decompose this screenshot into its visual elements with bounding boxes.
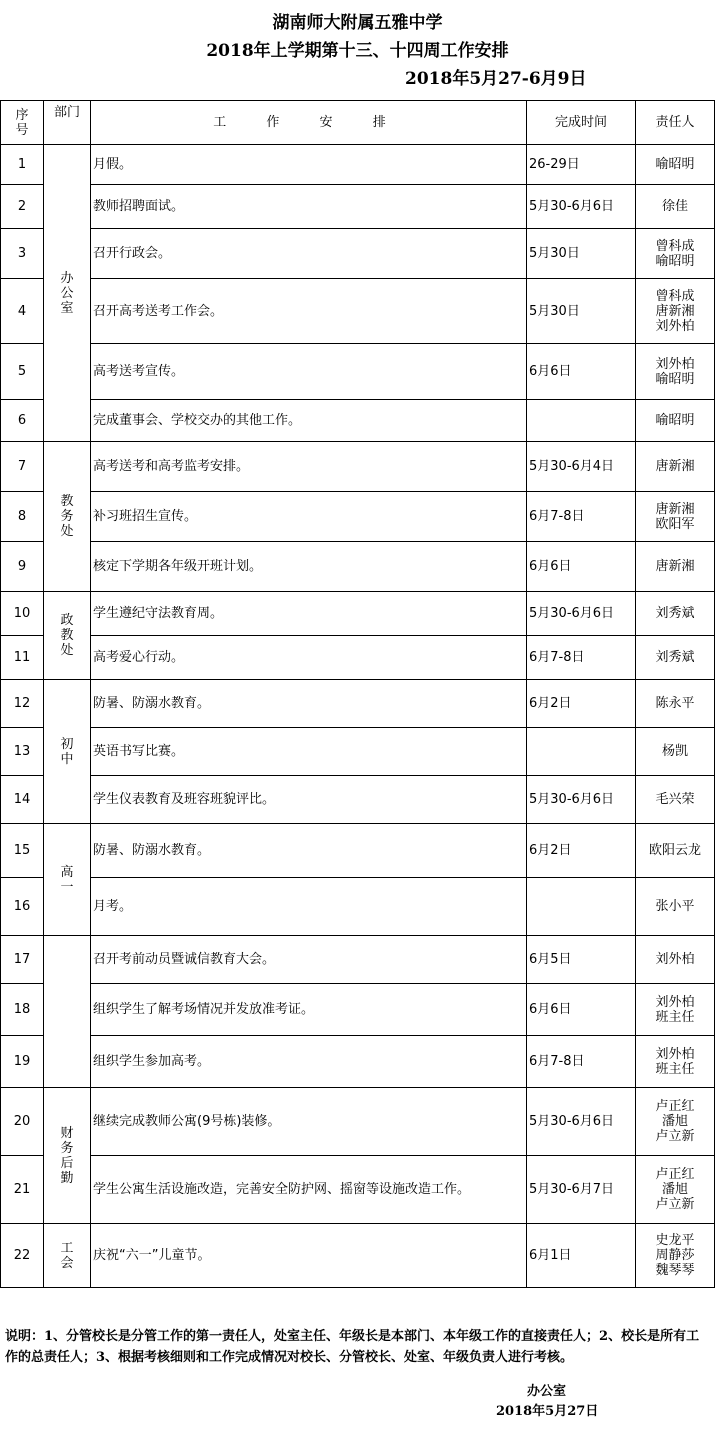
person-cell: 刘外柏 [636, 936, 715, 984]
time-cell: 6月7-8日 [527, 1036, 636, 1088]
department-cell [44, 1224, 91, 1288]
time-cell: 5月30-6月6日 [527, 592, 636, 636]
table-row [1, 776, 715, 824]
department-cell [44, 592, 91, 680]
row-number: 17 [1, 936, 44, 984]
task-cell: 核定下学期各年级开班计划。 [91, 542, 527, 592]
person-cell: 唐新湘 欧阳军 [636, 492, 715, 542]
task-cell: 月假。 [91, 145, 527, 185]
table-row [1, 279, 715, 344]
department-label: 教务处 [60, 494, 74, 539]
department-label: 财务后勤 [60, 1125, 74, 1186]
signature-date: 2018年5月27日 [496, 1404, 599, 1419]
time-cell: 5月30-6月7日 [527, 1156, 636, 1224]
table-row [1, 936, 715, 984]
time-cell: 6月7-8日 [527, 636, 636, 680]
row-number: 21 [1, 1156, 44, 1224]
person-cell: 卢正红 潘旭 卢立新 [636, 1088, 715, 1156]
table-row [1, 344, 715, 400]
row-number: 16 [1, 878, 44, 936]
person-cell: 徐佳 [636, 185, 715, 229]
time-cell [527, 878, 636, 936]
task-cell: 英语书写比赛。 [91, 728, 527, 776]
task-cell: 教师招聘面试。 [91, 185, 527, 229]
table-row [1, 1224, 715, 1288]
task-cell: 高考送考和高考监考安排。 [91, 442, 527, 492]
table-row [1, 185, 715, 229]
person-cell: 欧阳云龙 [636, 824, 715, 878]
header-no: 序号 [1, 101, 44, 145]
table-row [1, 542, 715, 592]
person-cell: 卢正红 潘旭 卢立新 [636, 1156, 715, 1224]
header-row [1, 101, 715, 145]
note-text: 说明：1、分管校长是分管工作的第一责任人，处室主任、年级长是本部门、本年级工作的直接责任人；2、校长是所有工作的总责任人；3、根据考核细则和工作完成情况对校长、分管校长、处室、年级负责人进行考核。 [5, 1329, 700, 1365]
row-number: 14 [1, 776, 44, 824]
row-number: 6 [1, 400, 44, 442]
time-cell: 6月1日 [527, 1224, 636, 1288]
person-cell: 唐新湘 [636, 442, 715, 492]
task-cell: 完成董事会、学校交办的其他工作。 [91, 400, 527, 442]
table-row [1, 1156, 715, 1224]
person-cell: 刘秀斌 [636, 592, 715, 636]
table-row [1, 592, 715, 636]
table-row [1, 229, 715, 279]
row-number: 12 [1, 680, 44, 728]
table-row [1, 442, 715, 492]
task-cell: 学生公寓生活设施改造，完善安全防护网、摇窗等设施改造工作。 [91, 1156, 527, 1224]
person-cell: 刘外柏 班主任 [636, 984, 715, 1036]
time-cell: 5月30日 [527, 229, 636, 279]
person-cell: 刘秀斌 [636, 636, 715, 680]
time-cell: 5月30-6月4日 [527, 442, 636, 492]
table-row [1, 636, 715, 680]
row-number: 15 [1, 824, 44, 878]
task-cell: 防暑、防溺水教育。 [91, 680, 527, 728]
row-number: 4 [1, 279, 44, 344]
row-number: 9 [1, 542, 44, 592]
person-cell: 毛兴荣 [636, 776, 715, 824]
schedule-title: 2018年上学期第十三、十四周工作安排 [206, 41, 509, 61]
time-cell: 6月7-8日 [527, 492, 636, 542]
row-number: 19 [1, 1036, 44, 1088]
person-cell: 刘外柏 班主任 [636, 1036, 715, 1088]
time-cell [527, 400, 636, 442]
time-cell: 6月6日 [527, 344, 636, 400]
row-number: 2 [1, 185, 44, 229]
task-cell: 高考送考宣传。 [91, 344, 527, 400]
department-cell [44, 824, 91, 936]
time-cell: 5月30-6月6日 [527, 185, 636, 229]
department-label: 办公室 [60, 270, 74, 316]
time-cell: 6月5日 [527, 936, 636, 984]
person-cell: 张小平 [636, 878, 715, 936]
task-cell: 学生遵纪守法教育周。 [91, 592, 527, 636]
person-cell: 刘外柏 喻昭明 [636, 344, 715, 400]
department-label: 初中 [60, 736, 74, 767]
department-label: 高一 [60, 864, 74, 895]
time-cell: 6月2日 [527, 824, 636, 878]
row-number: 3 [1, 229, 44, 279]
person-cell: 喻昭明 [636, 400, 715, 442]
table-row [1, 728, 715, 776]
task-cell: 召开考前动员暨诚信教育大会。 [91, 936, 527, 984]
table-row [1, 492, 715, 542]
table-row [1, 878, 715, 936]
task-cell: 补习班招生宣传。 [91, 492, 527, 542]
department-label: 工会 [60, 1240, 74, 1271]
task-cell: 月考。 [91, 878, 527, 936]
header-task: 工 作 安 排 [91, 101, 527, 145]
person-cell: 唐新湘 [636, 542, 715, 592]
department-cell [44, 680, 91, 824]
header-person: 责任人 [636, 101, 715, 145]
task-cell: 防暑、防溺水教育。 [91, 824, 527, 878]
date-range: 2018年5月27-6月9日 [405, 69, 587, 89]
time-cell: 26-29日 [527, 145, 636, 185]
table-row [1, 1036, 715, 1088]
time-cell: 6月6日 [527, 984, 636, 1036]
task-cell: 学生仪表教育及班容班貌评比。 [91, 776, 527, 824]
department-label: 政教处 [60, 613, 74, 658]
person-cell: 史龙平 周静莎 魏琴琴 [636, 1224, 715, 1288]
time-cell [527, 728, 636, 776]
time-cell: 5月30-6月6日 [527, 1088, 636, 1156]
row-number: 8 [1, 492, 44, 542]
table-row [1, 1088, 715, 1156]
row-number: 1 [1, 145, 44, 185]
department-cell [44, 936, 91, 1088]
person-cell: 曾科成 唐新湘 刘外柏 [636, 279, 715, 344]
department-cell [44, 1088, 91, 1224]
person-cell: 喻昭明 [636, 145, 715, 185]
table-row [1, 145, 715, 185]
time-cell: 5月30-6月6日 [527, 776, 636, 824]
signature-office: 办公室 [527, 1384, 567, 1399]
row-number: 18 [1, 984, 44, 1036]
department-cell [44, 145, 91, 442]
row-number: 13 [1, 728, 44, 776]
row-number: 22 [1, 1224, 44, 1288]
time-cell: 5月30日 [527, 279, 636, 344]
row-number: 5 [1, 344, 44, 400]
task-cell: 组织学生参加高考。 [91, 1036, 527, 1088]
row-number: 7 [1, 442, 44, 492]
header-time: 完成时间 [527, 101, 636, 145]
task-cell: 高考爱心行动。 [91, 636, 527, 680]
person-cell: 杨凯 [636, 728, 715, 776]
table-row [1, 984, 715, 1036]
row-number: 10 [1, 592, 44, 636]
person-cell: 曾科成 喻昭明 [636, 229, 715, 279]
header-dept: 部门 [44, 101, 91, 145]
time-cell: 6月6日 [527, 542, 636, 592]
table-row [1, 824, 715, 878]
schedule-table [0, 100, 715, 1288]
department-cell [44, 442, 91, 592]
row-number: 11 [1, 636, 44, 680]
school-title: 湖南师大附属五雅中学 [272, 13, 443, 33]
task-cell: 庆祝“六一”儿童节。 [91, 1224, 527, 1288]
table-row [1, 400, 715, 442]
row-number: 20 [1, 1088, 44, 1156]
task-cell: 组织学生了解考场情况并发放准考证。 [91, 984, 527, 1036]
time-cell: 6月2日 [527, 680, 636, 728]
table-row [1, 680, 715, 728]
task-cell: 召开高考送考工作会。 [91, 279, 527, 344]
task-cell: 继续完成教师公寓(9号栋)装修。 [91, 1088, 527, 1156]
task-cell: 召开行政会。 [91, 229, 527, 279]
person-cell: 陈永平 [636, 680, 715, 728]
